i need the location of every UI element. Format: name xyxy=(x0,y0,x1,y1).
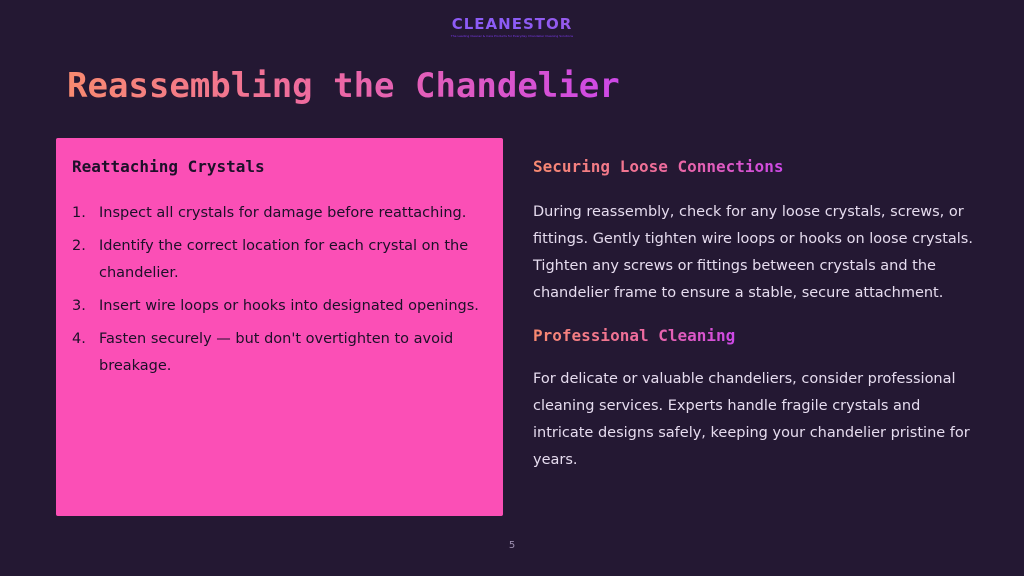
step-text: Identify the correct location for each crystal on the chandelier. xyxy=(99,238,469,281)
right-column xyxy=(533,154,973,474)
section-heading: Professional Cleaning xyxy=(533,323,735,349)
step-text: Insert wire loops or hooks into designated openings. xyxy=(99,298,479,314)
professional-cleaning-section xyxy=(533,307,973,474)
section-body: During reassembly, check for any loose crystals, screws, or fittings. Gently tighten wire loops or hooks on loose crystals. Tighten any screws or fittings between crystals and the chandelier frame to ensure a stable, secure attachment. xyxy=(533,204,973,301)
step-number: 3. xyxy=(72,298,86,314)
step-item xyxy=(72,293,487,320)
slide-title: Reassembling the Chandelier xyxy=(67,62,620,110)
section-heading: Securing Loose Connections xyxy=(533,154,783,180)
steps-list xyxy=(72,200,487,380)
page-number: 5 xyxy=(508,540,516,551)
step-text: Inspect all crystals for damage before reattaching. xyxy=(99,205,467,221)
card-heading: Reattaching Crystals xyxy=(72,157,265,176)
step-text: Fasten securely — but don't overtighten to avoid breakage. xyxy=(99,331,454,374)
reattaching-crystals-card xyxy=(56,138,503,516)
brand-tagline: The Leading Cleaner & Care Products for Everyday Chandelier Cleaning Solutions xyxy=(450,34,574,38)
step-item xyxy=(72,233,487,287)
section-body: For delicate or valuable chandeliers, consider professional cleaning services. Experts handle fragile crystals and intricate designs safely, keeping your chandelier pristine for years. xyxy=(533,371,970,468)
step-item xyxy=(72,326,487,380)
step-number: 2. xyxy=(72,238,86,254)
step-item xyxy=(72,200,487,227)
securing-connections-section xyxy=(533,154,973,307)
step-number: 4. xyxy=(72,331,86,347)
brand-logo xyxy=(0,14,1024,38)
step-number: 1. xyxy=(72,205,86,221)
brand-logo-text: CLEANESTOR xyxy=(0,14,1024,34)
